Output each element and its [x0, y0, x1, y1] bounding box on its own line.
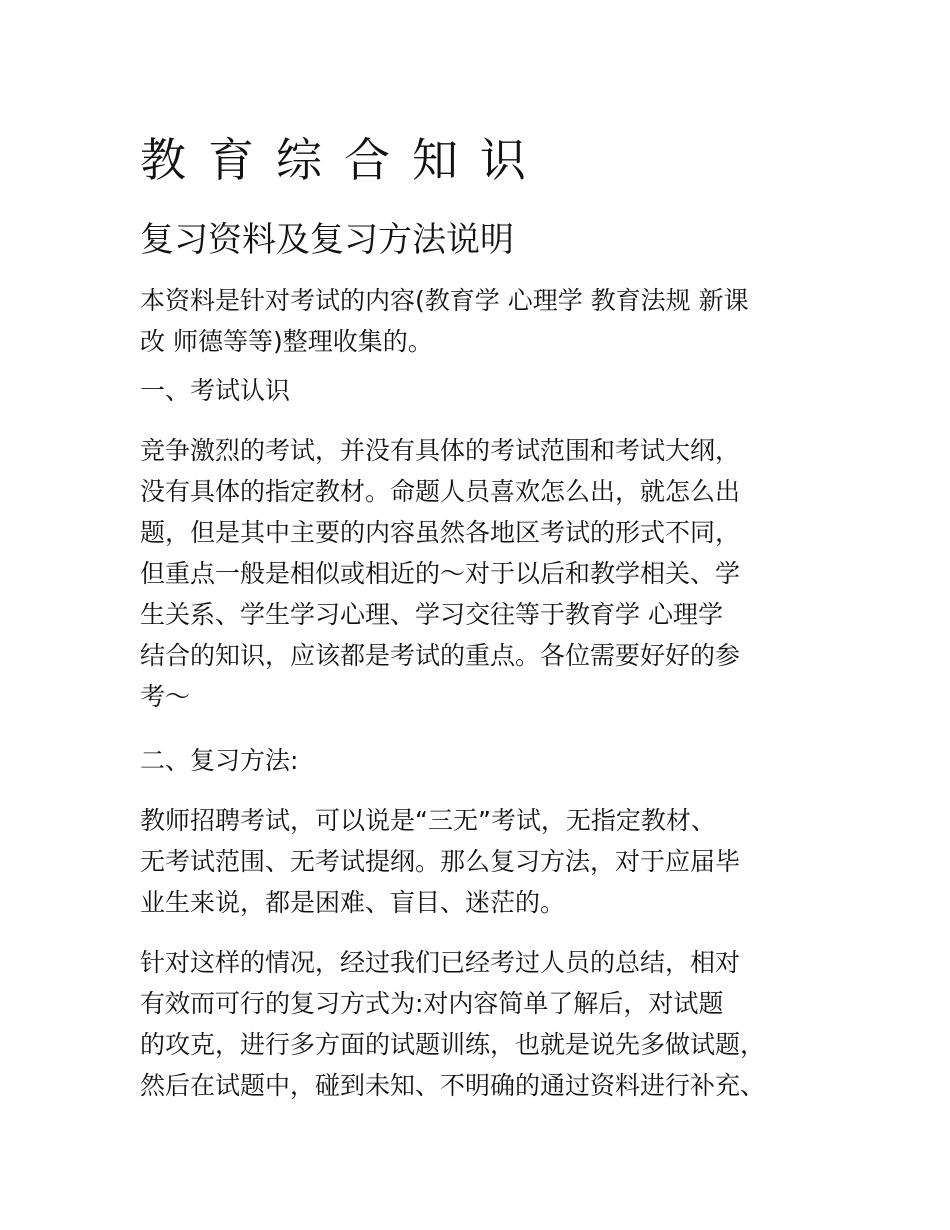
section1-paragraph — [140, 430, 740, 717]
document-title: 教育综合知识 — [140, 133, 548, 187]
intro-line: 本资料是针对考试的内容(教育学 心理学 教育法规 新课 — [140, 286, 749, 315]
paragraph-line: 没有具体的指定教材。命题人员喜欢怎么出，就怎么出 — [140, 477, 741, 506]
section2-paragraph-1 — [140, 800, 740, 923]
paragraph-line: 考～ — [140, 682, 191, 711]
paragraph-line: 有效而可行的复习方式为:对内容简单了解后，对试题 — [140, 989, 724, 1018]
intro-line: 改 师德等等)整理收集的。 — [140, 327, 433, 356]
section-heading-review-method: 二、复习方法: — [140, 746, 299, 775]
paragraph-line: 但重点一般是相似或相近的～对于以后和教学相关、学 — [140, 559, 741, 588]
paragraph-line: 题，但是其中主要的内容虽然各地区考试的形式不同， — [140, 518, 741, 547]
paragraph-line: 教师招聘考试，可以说是“三无”考试，无指定教材、 — [140, 806, 716, 835]
intro-paragraph — [140, 280, 749, 362]
document-subtitle: 复习资料及复习方法说明 — [140, 220, 514, 260]
paragraph-line: 业生来说，都是困难、盲目、迷茫的。 — [140, 888, 566, 917]
paragraph-line: 结合的知识，应该都是考试的重点。各位需要好好的参 — [140, 641, 741, 670]
paragraph-line: 竞争激烈的考试，并没有具体的考试范围和考试大纲， — [140, 436, 741, 465]
section2-paragraph-2 — [140, 942, 765, 1106]
paragraph-line: 然后在试题中，碰到未知、不明确的通过资料进行补充、 — [140, 1071, 766, 1100]
paragraph-line: 的攻克，进行多方面的试题训练，也就是说先多做试题， — [140, 1030, 766, 1059]
paragraph-line: 生关系、学生学习心理、学习交往等于教育学 心理学 — [140, 600, 723, 629]
paragraph-line: 无考试范围、无考试提纲。那么复习方法，对于应届毕 — [140, 847, 741, 876]
section-heading-exam-understanding: 一、考试认识 — [140, 376, 291, 405]
paragraph-line: 针对这样的情况，经过我们已经考过人员的总结，相对 — [140, 948, 741, 977]
